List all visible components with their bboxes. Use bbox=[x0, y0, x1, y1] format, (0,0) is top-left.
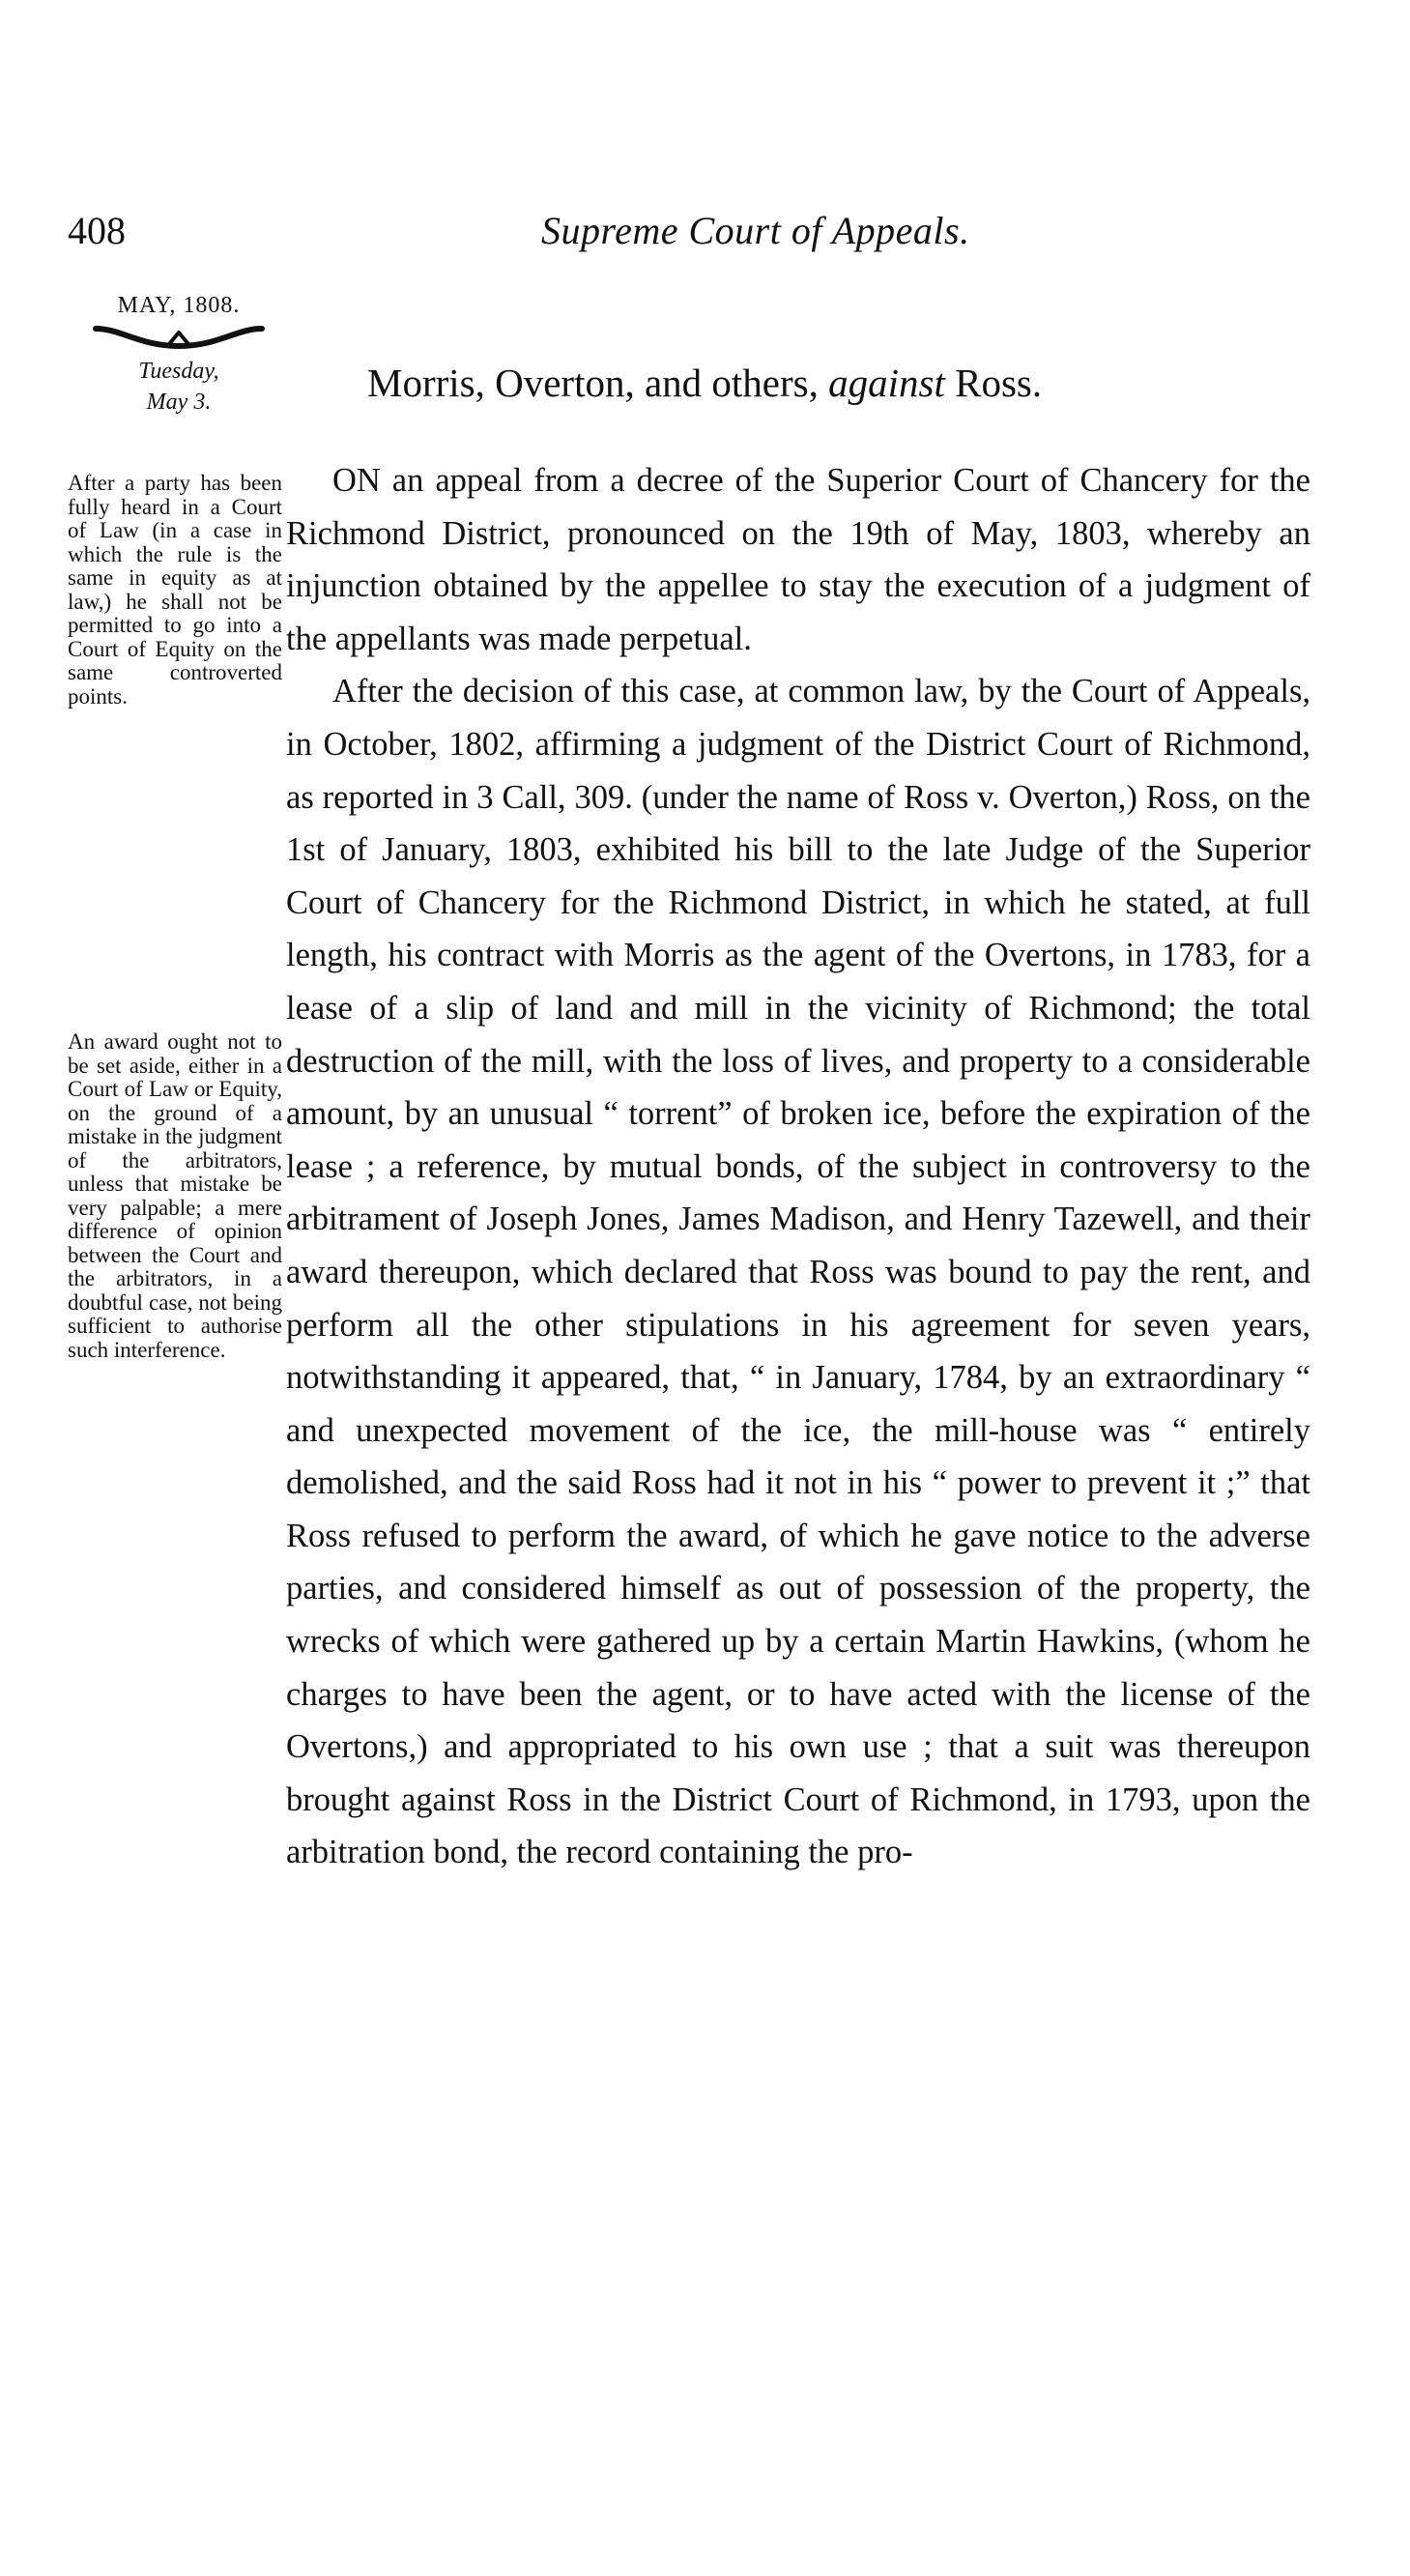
margin-note-second: An award ought not to be set aside, either in a Court of Law or Equity, on the ground of a mistake in the judgment of the arbitrators, unless that mistake be very palpable; a mere difference of opinion between the Court and the arbitrators, in a doubtful case, not being sufficient to authorise such interference. bbox=[68, 1029, 282, 1362]
case-title-respondent: Ross. bbox=[944, 361, 1043, 405]
body-text bbox=[286, 454, 1310, 1879]
paragraph-appeal: ON an appeal from a decree of the Superior Court of Chancery for the Richmond District, pronounced on the 19th of May, 1803, whereby an injunction obtained by the appellee to stay the execution of a judgment of the appellants was made perpetual. bbox=[286, 462, 1310, 657]
margin-note-first: After a party has been fully heard in a Court of Law (in a case in which the rule is the same in equity as at law,) he shall not be permitted to go into a Court of Equity on the same controverted points. bbox=[68, 471, 282, 709]
paragraph-decision: After the decision of this case, at common law, by the Court of Appeals, in October, 1802, affirming a judgment of the District Court of Richmond, as reported in 3 Call, 309. (under the name of Ross v. Overton,) Ross, on the 1st of January, 1803, exhibited his bill to the late Judge of the Superior Court of Chancery for the Richmond District, in which he stated, at full length, his contract with Morris as the agent of the Overtons, in 1783, for a lease of a slip of land and mill in the vicinity of Richmond; the total destruction of the mill, with the loss of lives, and property to a considerable amount, by an unusual “ torrent” of broken ice, before the expiration of the lease ; a reference, by mutual bonds, of the subject in controversy to the arbitrament of Joseph Jones, James Madison, and Henry Tazewell, and their award thereupon, which declared that Ross was bound to pay the rent, and perform all the other stipulations in his agreement for seven years, notwithstanding it appeared, that, “ in January, 1784, by an extraordinary “ and unexpected movement of the ice, the mill-house was “ entirely demolished, and the said Ross had it not in his “ power to prevent it ;” that Ross refused to perform the award, of which he gave notice to the adverse parties, and considered himself as out of possession of the property, the wrecks of which were gathered up by a certain Martin Hawkins, (whom he charges to have been the agent, or to have acted with the license of the Overtons,) and appropriated to his own use ; that a suit was thereupon brought against Ross in the District Court of Richmond, in 1793, upon the arbitration bond, the record containing the pro- bbox=[286, 673, 1310, 1871]
page-number: 408 bbox=[68, 209, 126, 252]
case-title-against: against bbox=[828, 361, 945, 405]
dateline-day: May 3. bbox=[146, 390, 212, 415]
case-title-parties: Morris, Overton, and others, bbox=[367, 361, 829, 405]
running-head: Supreme Court of Appeals. bbox=[541, 209, 970, 252]
brace-ornament-icon bbox=[92, 323, 266, 352]
dateline bbox=[68, 290, 290, 418]
page-header bbox=[68, 208, 1314, 266]
dateline-weekday: Tuesday, bbox=[138, 359, 219, 384]
dateline-month-year: MAY, 1808. bbox=[117, 293, 241, 318]
case-title bbox=[367, 360, 1042, 406]
